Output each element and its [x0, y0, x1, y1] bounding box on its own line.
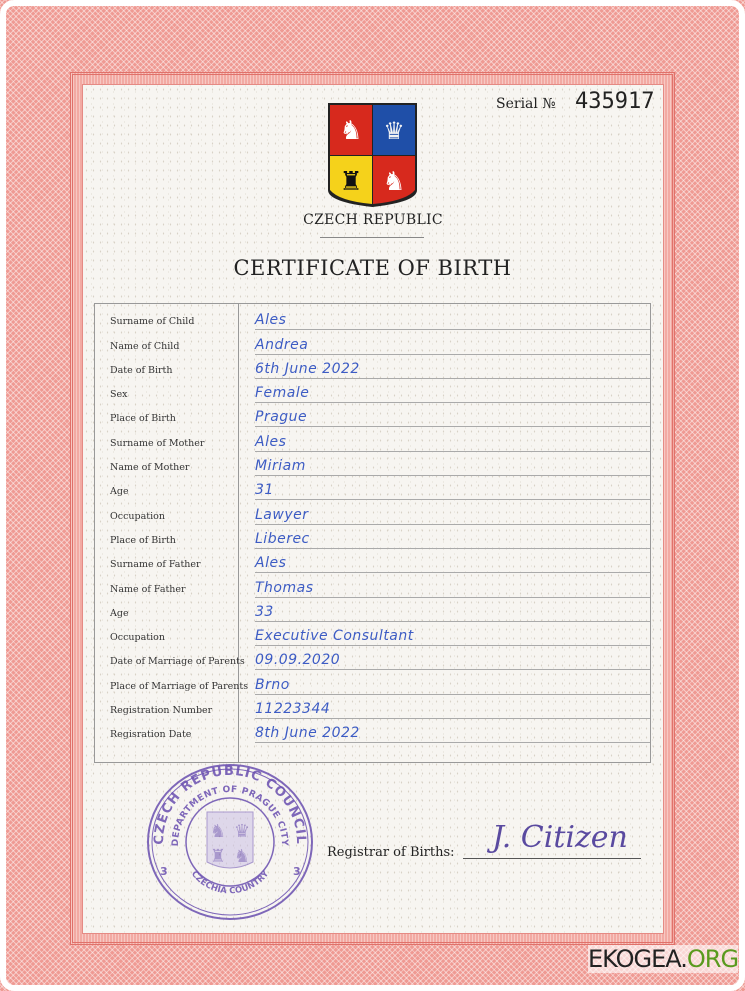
watermark [588, 945, 738, 973]
field-value: 31 [255, 482, 274, 499]
field-label: Name of Father [110, 583, 186, 595]
field-label: Occupation [110, 510, 165, 522]
field-row [95, 646, 650, 670]
field-value: Prague [255, 409, 308, 426]
svg-text:♜: ♜ [339, 167, 363, 197]
field-value-line [255, 597, 650, 622]
registrar-label: Registrar of Births: [327, 845, 455, 860]
watermark-suffix: ORG [686, 945, 739, 973]
field-value-line [255, 718, 650, 743]
field-row [95, 330, 650, 354]
field-value: Female [255, 385, 310, 402]
field-row [95, 598, 650, 622]
svg-text:♞: ♞ [382, 167, 406, 197]
field-value: Lawyer [255, 506, 309, 523]
field-value-line [255, 451, 650, 476]
field-value-line [255, 305, 650, 330]
svg-text:♞: ♞ [209, 821, 227, 842]
field-label: Occupation [110, 632, 165, 644]
svg-text:♜: ♜ [209, 846, 227, 867]
field-value-line [255, 354, 650, 379]
field-row [95, 403, 650, 427]
field-value: 11223344 [255, 701, 331, 718]
field-row [95, 622, 650, 646]
field-label: Age [110, 486, 129, 498]
seal-emblem-icon [207, 812, 253, 868]
czech-coat-of-arms-icon [327, 102, 418, 208]
field-label: Place of Birth [110, 413, 176, 425]
field-value-line [255, 645, 650, 670]
field-row [95, 306, 650, 330]
field-label: Date of Birth [110, 364, 173, 376]
field-row [95, 671, 650, 695]
field-row [95, 500, 650, 524]
field-label: Place of Birth [110, 534, 176, 546]
field-value-line [255, 402, 650, 427]
serial-number: 435917 [575, 89, 655, 114]
seal-bottom-text: CZECHIA COUNTRY [188, 869, 272, 897]
field-value: Brno [255, 676, 290, 693]
divider [320, 237, 424, 238]
field-label: Regisration Date [110, 729, 192, 741]
field-value-line [255, 499, 650, 524]
field-row [95, 549, 650, 573]
field-value: 33 [255, 603, 274, 620]
field-value-line [255, 670, 650, 695]
svg-text:♛: ♛ [383, 117, 405, 145]
seal-outer-text: CZECH REPUBLIC COUNCIL [151, 763, 309, 845]
field-value-line [255, 548, 650, 573]
watermark-main: EKOGEA. [588, 945, 687, 973]
country-name: CZECH REPUBLIC [303, 212, 443, 228]
signature-line [463, 858, 641, 859]
official-seal-stamp [145, 762, 315, 922]
field-value-line [255, 475, 650, 500]
field-value: Miriam [255, 458, 306, 475]
field-label: Name of Child [110, 340, 180, 352]
field-label: Registration Number [110, 705, 213, 717]
field-value: Ales [255, 312, 287, 329]
field-value-line [255, 378, 650, 403]
field-label: Sex [110, 389, 128, 401]
field-row [95, 476, 650, 500]
field-value-line [255, 524, 650, 549]
field-row [95, 525, 650, 549]
field-row [95, 719, 650, 743]
field-value: 6th June 2022 [255, 360, 360, 377]
field-row [95, 355, 650, 379]
seal-number-right: 3 [293, 865, 301, 878]
field-label: Name of Mother [110, 462, 190, 474]
field-label: Surname of Mother [110, 437, 205, 449]
field-row [95, 695, 650, 719]
field-value: 8th June 2022 [255, 725, 360, 742]
seal-number-left: 3 [160, 865, 168, 878]
field-value-line [255, 694, 650, 719]
field-row [95, 428, 650, 452]
svg-text:♞: ♞ [339, 116, 363, 146]
field-value: Executive Consultant [255, 628, 414, 645]
field-value-line [255, 572, 650, 597]
serial-label: Serial № [496, 96, 556, 112]
svg-text:♛: ♛ [233, 821, 251, 842]
svg-text:♞: ♞ [233, 846, 251, 867]
field-value: Thomas [255, 579, 314, 596]
field-row [95, 573, 650, 597]
field-label: Surname of Child [110, 316, 195, 328]
field-value: Ales [255, 433, 287, 450]
field-label: Age [110, 607, 129, 619]
certificate-title: CERTIFICATE OF BIRTH [233, 256, 512, 280]
field-row [95, 452, 650, 476]
field-label: Place of Marriage of Parents [110, 680, 249, 692]
field-value-line [255, 329, 650, 354]
field-value-line [255, 427, 650, 452]
svg-text:CZECHIA COUNTRY [189, 869, 272, 897]
field-value: Andrea [255, 336, 309, 353]
field-value: Liberec [255, 530, 310, 547]
birth-details-table [94, 303, 651, 763]
field-value: Ales [255, 555, 287, 572]
registrar-signature: J. Citizen [492, 820, 628, 855]
field-row [95, 379, 650, 403]
field-value: 09.09.2020 [255, 652, 341, 669]
field-value-line [255, 621, 650, 646]
field-label: Date of Marriage of Parents [110, 656, 245, 668]
seal-inner-text: DEPARTMENT OF PRAGUE CITY [170, 784, 290, 847]
field-label: Surname of Father [110, 559, 201, 571]
